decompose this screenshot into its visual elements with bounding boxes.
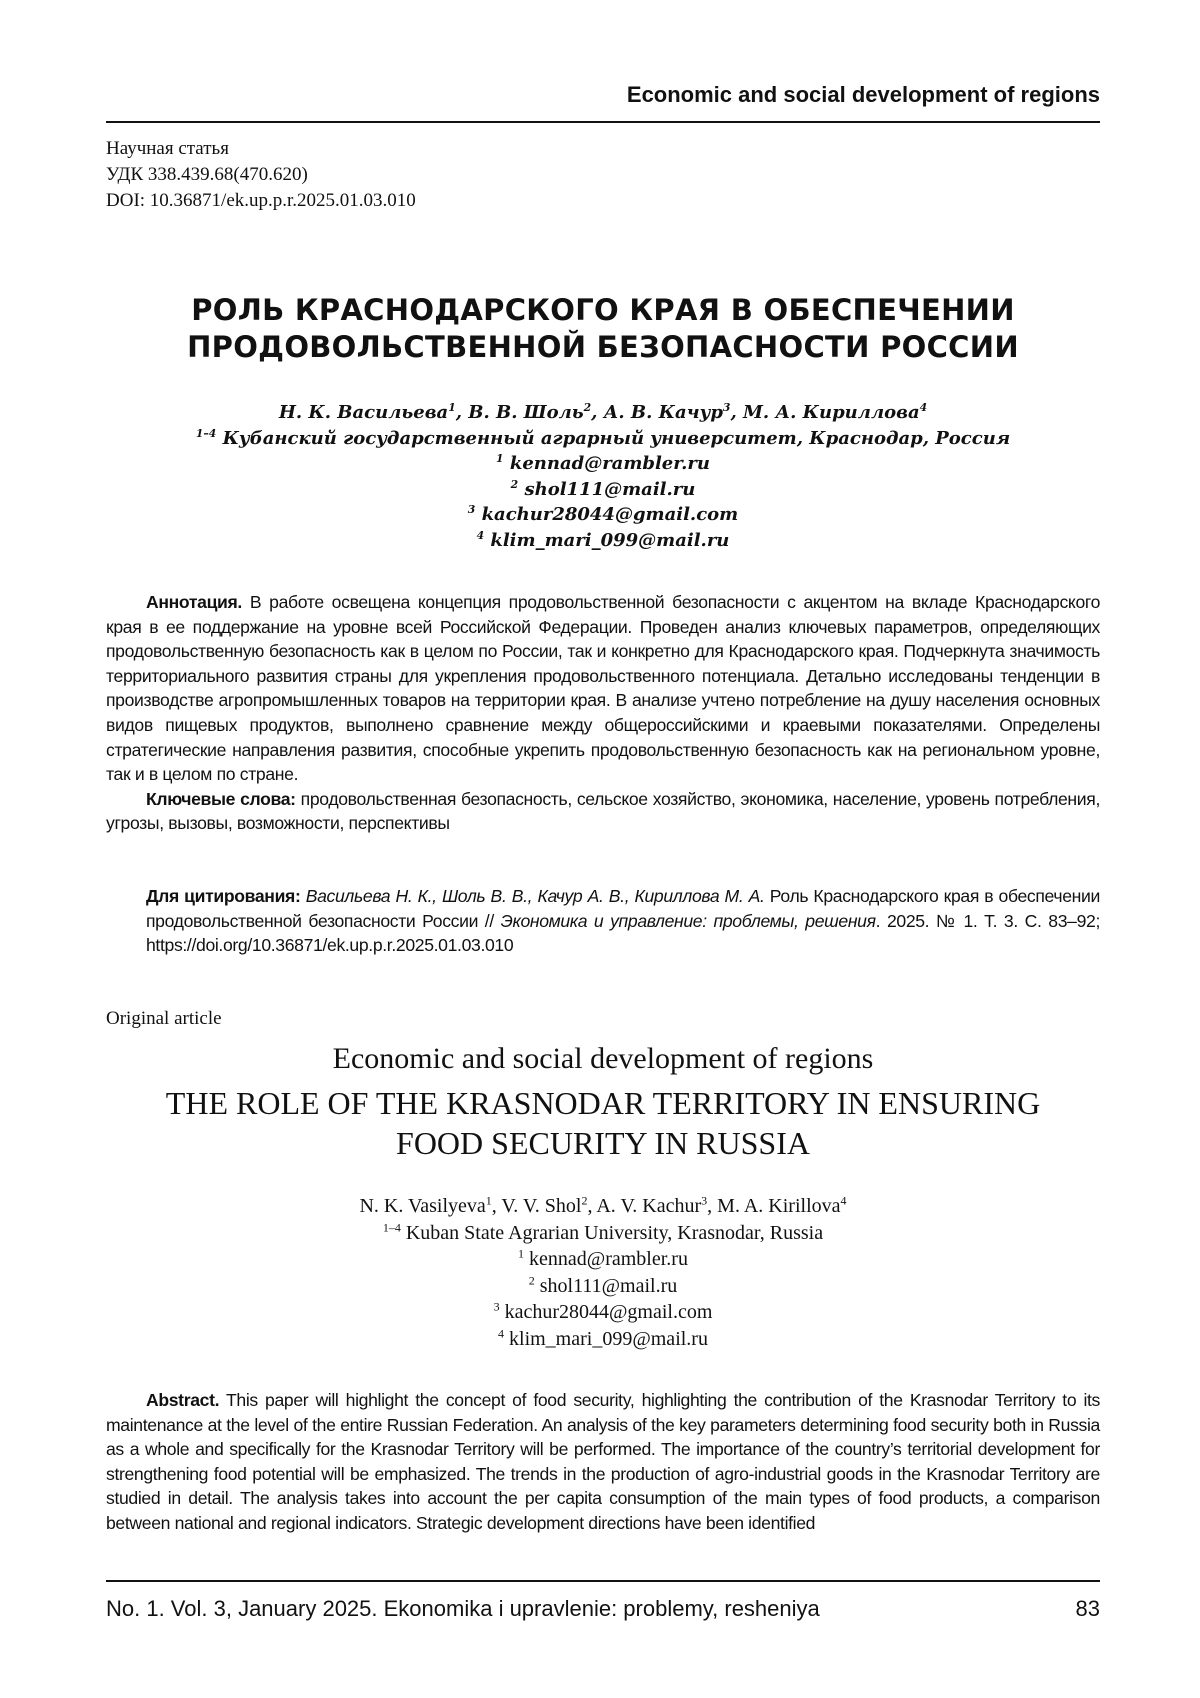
sup: 3 xyxy=(494,1299,500,1313)
citation-title: Роль Краснодарского края в обеспечении продовольственной безопасности России // xyxy=(146,886,1100,931)
en-abstract-block xyxy=(106,1388,1100,1536)
ru-title-line: РОЛЬ КРАСНОДАРСКОГО КРАЯ В ОБЕСПЕЧЕНИИ xyxy=(106,292,1100,329)
header-divider xyxy=(106,121,1100,123)
article-type: Научная статья xyxy=(106,136,1100,162)
footer-divider xyxy=(106,1580,1100,1582)
sup: 1 xyxy=(448,401,456,414)
ru-author-list: Н. К. Васильева1, В. В. Шоль2, А. В. Качур3, М. А. Кириллова4 xyxy=(106,400,1100,426)
citation-journal: Экономика и управление: проблемы, решения xyxy=(501,911,876,931)
footer-journal: No. 1. Vol. 3, January 2025. Ekonomika i upravlenie: problemy, resheniya xyxy=(106,1596,820,1622)
sup: 4 xyxy=(477,529,485,542)
citation-block xyxy=(106,884,1100,958)
author: А. В. Качур xyxy=(604,402,723,423)
ru-abstract xyxy=(106,590,1100,787)
ru-affiliation xyxy=(106,426,1100,452)
en-rubric: Economic and social development of regions xyxy=(106,1042,1100,1076)
sup: 3 xyxy=(723,401,731,414)
ru-keywords xyxy=(106,787,1100,836)
email-link[interactable]: shol111@mail.ru xyxy=(540,1275,677,1297)
email-link[interactable]: kachur28044@gmail.com xyxy=(482,504,739,525)
email-line xyxy=(106,1299,1100,1326)
sup: 2 xyxy=(584,401,592,414)
en-article-type: Original article xyxy=(106,1008,1100,1030)
sup: 1–4 xyxy=(196,427,216,440)
affiliation: Кубанский государственный аграрный университет, Краснодар, Россия xyxy=(223,428,1011,449)
sup: 4 xyxy=(498,1326,504,1340)
author: Н. К. Васильева xyxy=(279,402,448,423)
running-header: Economic and social development of regions xyxy=(106,82,1100,108)
sup: 1 xyxy=(518,1246,524,1260)
sup: 1 xyxy=(486,1193,492,1207)
sup: 3 xyxy=(701,1193,707,1207)
email-line xyxy=(106,1273,1100,1300)
sup: 3 xyxy=(468,503,476,516)
author: M. A. Kirillova xyxy=(717,1195,840,1217)
ru-title xyxy=(106,292,1100,366)
email-line xyxy=(106,528,1100,554)
sup: 1–4 xyxy=(383,1220,401,1234)
author: N. K. Vasilyeva xyxy=(359,1195,485,1217)
abstract-text: В работе освещена концепция продовольственной безопасности с акцентом на вкладе Краснодарского края в ее поддержание на уровне всей Российской Федерации. Проведен анализ ключевых параметров, определяющих продовольственную безопасность как в целом по России, так и конкретно для Краснодарского края. Подчеркнута значимость территориального развития страны для укрепления продовольственного потенциала. Детально исследованы тенденции в производстве агропромышленных товаров на территории края. В анализе учтено потребление на душу населения основных видов пищевых продуктов, выполнено сравнение между общероссийскими и краевыми показателями. Определены стратегические направления развития, способные укрепить продовольственную безопасность как на региональном уровне, так и в целом по стране. xyxy=(106,592,1100,784)
keywords-label: Ключевые слова: xyxy=(146,789,296,809)
email-link[interactable]: shol111@mail.ru xyxy=(524,479,695,500)
sup: 1 xyxy=(496,452,504,465)
email-line xyxy=(106,502,1100,528)
en-title-line: FOOD SECURITY IN RUSSIA xyxy=(106,1123,1100,1163)
page-number: 83 xyxy=(1076,1596,1100,1622)
ru-abstract-block xyxy=(106,590,1100,836)
sup: 4 xyxy=(920,401,928,414)
email-line xyxy=(106,477,1100,503)
author: М. А. Кириллова xyxy=(743,402,920,423)
sup: 4 xyxy=(841,1193,847,1207)
affiliation: Kuban State Agrarian University, Krasnodar, Russia xyxy=(406,1222,823,1244)
en-author-list: N. K. Vasilyeva1, V. V. Shol2, A. V. Kachur3, M. A. Kirillova4 xyxy=(106,1193,1100,1220)
email-line xyxy=(106,1326,1100,1353)
abstract-text: This paper will highlight the concept of food security, highlighting the contribution of the Krasnodar Territory to its maintenance at the level of the entire Russian Federation. An analysis of the key parameters determining food security both in Russia as a whole and specifically for the Krasnodar Territory will be performed. The importance of the country’s territorial development for strengthening food potential will be emphasized. The trends in the production of agro-industrial goods in the Krasnodar Territory are studied in detail. The analysis takes into account the per capita consumption of the main types of food products, a comparison between national and regional indicators. Strategic development directions have been identified xyxy=(106,1390,1100,1533)
email-line xyxy=(106,451,1100,477)
keywords-text: продовольственная безопасность, сельское хозяйство, экономика, население, уровень потребления, угрозы, вызовы, возможности, перспективы xyxy=(106,789,1100,834)
email-link[interactable]: klim_mari_099@mail.ru xyxy=(509,1328,708,1350)
en-affiliation xyxy=(106,1220,1100,1247)
page-footer xyxy=(106,1596,1100,1622)
citation-details: . 2025. № 1. Т. 3. С. 83–92; https://doi.org/10.36871/ek.up.p.r.2025.01.03.010 xyxy=(146,911,1100,956)
sup: 2 xyxy=(511,478,519,491)
sup: 2 xyxy=(529,1273,535,1287)
abstract-label: Abstract. xyxy=(146,1390,219,1410)
email-link[interactable]: kennad@rambler.ru xyxy=(510,453,710,474)
doi: DOI: 10.36871/ek.up.p.r.2025.01.03.010 xyxy=(106,188,1100,214)
email-link[interactable]: kennad@rambler.ru xyxy=(529,1248,688,1270)
sup: 2 xyxy=(581,1193,587,1207)
email-line xyxy=(106,1246,1100,1273)
email-link[interactable]: klim_mari_099@mail.ru xyxy=(490,530,729,551)
udc: УДК 338.439.68(470.620) xyxy=(106,162,1100,188)
en-authors-block xyxy=(106,1193,1100,1352)
en-title xyxy=(106,1083,1100,1163)
author: В. В. Шоль xyxy=(468,402,583,423)
citation xyxy=(146,884,1100,958)
ru-title-line: ПРОДОВОЛЬСТВЕННОЙ БЕЗОПАСНОСТИ РОССИИ xyxy=(106,329,1100,366)
citation-label: Для цитирования: xyxy=(146,886,300,906)
author: V. V. Shol xyxy=(501,1195,581,1217)
en-abstract xyxy=(106,1388,1100,1536)
author: A. V. Kachur xyxy=(596,1195,701,1217)
ru-authors-block xyxy=(106,400,1100,553)
email-link[interactable]: kachur28044@gmail.com xyxy=(505,1301,713,1323)
citation-authors: Васильева Н. К., Шоль В. В., Качур А. В., Кириллова М. А. xyxy=(306,886,765,906)
en-title-line: THE ROLE OF THE KRASNODAR TERRITORY IN ENSURING xyxy=(106,1083,1100,1123)
article-meta xyxy=(106,136,1100,214)
abstract-label: Аннотация. xyxy=(146,592,242,612)
